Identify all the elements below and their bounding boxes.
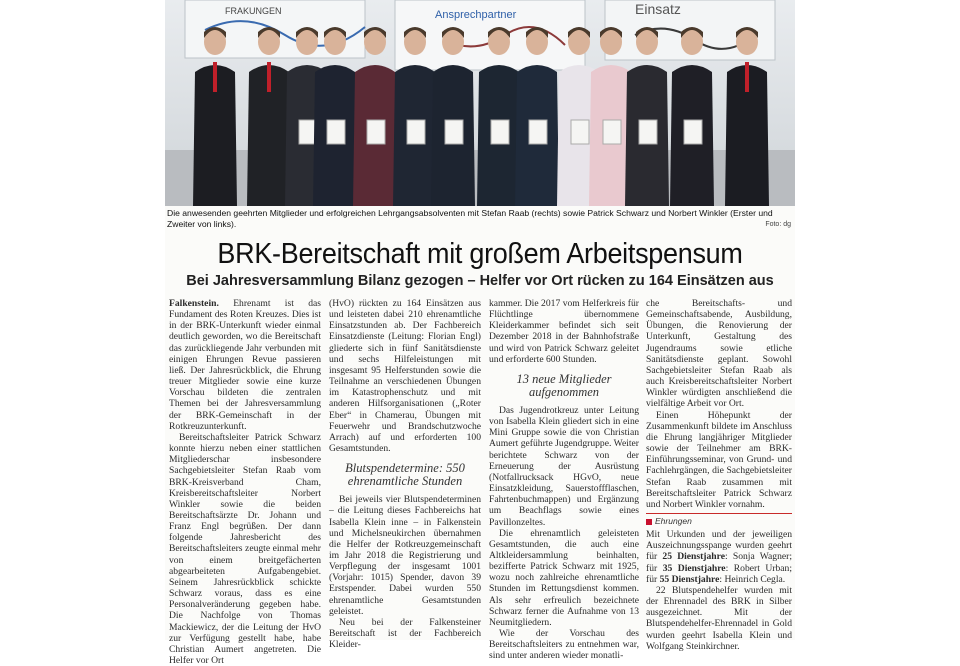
photo-caption: Die anwesenden geehrten Mitglieder und erfolgreichen Lehrgangsabsolventen mit Stefan Raab (rechts) sowie Patrick Schwarz und Norbert Winkler (Erster und Zweiter von links). <box>167 208 773 229</box>
paragraph: Neu bei der Falkensteiner Bereitschaft ist der Fachbereich Kleider- <box>329 616 481 651</box>
column-3 <box>489 298 639 662</box>
intertitle: 13 neue Mitglieder aufgenommen <box>516 371 612 399</box>
paragraph: Bei jeweils vier Blutspendeterminen – die Leitung dieses Fachbereichs hat Isabella Klein inne – in Falkenstein und Michelsneukirchen übernahmen die Helfer der Rotkreuzgemeinschaft im Jahr 2018 die Registrierung und Verpflegung der insgesamt 1001 (Vorjahr: 1015) Spender, davon 39 Erstspender. Dabei wurden 550 ehrenamtliche Gesamtstunden geleistet. <box>329 494 481 617</box>
paragraph-honors: Mit Urkunden und der jeweiligen Auszeichnungsspange wurden geehrt für 25 Dienstjahre: Sonja Wagner; für 35 Dienstjahre: Robert Urban; für 55 Dienstjahre: Heinrich Cegla. <box>646 529 792 585</box>
whiteboard-text-1: FRAKUNGEN <box>225 6 282 16</box>
paragraph: Wie der Vorschau des Bereitschaftsleiters zu entnehmen war, sind unter anderen wieder monatli- <box>489 628 639 662</box>
paragraph: Das Jugendrotkreuz unter Leitung von Isabella Klein gliedert sich in eine Mini Gruppe sowie die von Christian Aumert geführte Jugendgruppe. Weiter berichtete Schwarz von der Erneuerung der Ausrüstung (Notfallrucksack HGvO, neue Einsatzkleidung, Sauerstoffflaschen, Fahrtenbuchmappen) und Ergänzung um Beachflags sowie eines Pavillonzeltes. <box>489 404 639 528</box>
paragraph: Bereitschaftsleiter Patrick Schwarz konnte hierzu neben einer stattlichen Mitgliederschar insbesondere Sachgebietsleiter Stefan Raab vom BRK-Kreisverband Cham, Kreisbereitschaftsleiter Norbert Winkler sowie die beiden Bereitschaftsärzte Dr. Johann und Franz Engl begrüßen. Der dann folgende Jahresbericht des Bereitschaftsleiters zeugte einmal mehr von einem breitgefächerten abgearbeiteten Aufgabengebiet. Seinem Jahresrückblick schickte Schwarz voraus, dass es eine Personalveränderung gegeben habe. Die Nachfolge von Thomas Mackiewicz, der die Leitung der HvO zur Verfügung gestellt habe, habe Christian Aumert angetreten. Die Helfer vor Ort <box>169 431 321 666</box>
paragraph: Die ehrenamtlich geleisteten Gesamtstunden, die auch eine Altkleidersammlung beinhalten, bezifferte Patrick Schwarz mit 1925, wozu noch zahlreiche ehrenamtliche Stunden im Rettungsdienst kommen. Als sehr erfreulich bezeichnete Schwarz ferner die Aufnahme von 13 Neumitgliedern. <box>489 527 639 628</box>
intertitle: Blutspendetermine: 550 ehrenamtliche Stunden <box>345 461 465 489</box>
column-1 <box>169 298 321 666</box>
column-4 <box>646 298 792 652</box>
paragraph: Ehrenamt ist das Fundament des Roten Kreuzes. Dies ist in der BRK-Unterkunft wieder einmal deutlich geworden, wo die Bereitschaft das zurückliegende Jahr verbunden mit einigen Ehrungen Revue passieren ließ. Der Jahresrückblick, die Ehrung treuer Mitglieder sowie eine kurze Vorschau bildeten die zentralen Themen bei der Jahresversammlung der BRK-Gemeinschaft in der Rotkreuzunterkunft. <box>169 298 321 432</box>
paragraph: Einen Höhepunkt der Zusammenkunft bildete im Anschluss die Ehrung langjähriger Mitglieder sowie der Teilnehmer am BRK-Einführungsseminar, von Grund- und Fachlehrgängen, die Sachgebietsleiter Stefan Raab zusammen mit Bereitschaftsleiter Patrick Schwarz und Norbert Winkler vornahm. <box>646 409 792 510</box>
column-2 <box>329 298 481 650</box>
section-tag <box>646 513 792 527</box>
newspaper-page <box>165 0 795 666</box>
paragraph: che Bereitschafts- und Gemeinschaftsabende, Ausbildung, Übungen, die Renovierung der Unterkunft, Gestaltung des Jugendraums sowie etliche Sanitätsdienste geplant. Sowohl Sachgebietsleiter Stefan Raab als auch Kreisbereitschaftsleiter Norbert Winkler würdigten anschließend die vielfältige Arbeit vor Ort. <box>646 298 792 410</box>
paragraph: (HvO) rückten zu 164 Einsätzen aus und leisteten dabei 210 ehrenamtliche Einsatzstunden ab. Der Fachbereich Einsatzdienste (Leitung: Florian Engl) gliederte sich in fünf Sanitätsdienste und sechs Hilfeleistungen mit insgesamt 95 Helferstunden sowie die Teilnahme an verschiedenen Übungen im Katastrophenschutz und mit anderen Hilfsorganisationen („Roter Eber“ in Chamerau, Übungen mit Feuerwehr und Brandschutzwoche Arrach) auf und erforderten 100 Gesamtstunden. <box>329 298 481 455</box>
section-tag-label: Ehrungen <box>655 515 692 526</box>
whiteboard-text-3: Einsatz <box>635 1 681 17</box>
dateline: Falkenstein. <box>169 298 219 309</box>
headline: BRK-Bereitschaft mit großem Arbeitspensum <box>217 238 743 270</box>
whiteboard-text-2: Ansprechpartner <box>435 9 517 21</box>
group-photo <box>165 0 795 206</box>
subheadline: Bei Jahresversammlung Bilanz gezogen – Helfer vor Ort rücken zu 164 Einsätzen aus <box>186 273 774 289</box>
paragraph: 22 Blutspendehelfer wurden mit der Ehrennadel des BRK in Silber ausgezeichnet. Mit der Blutspendehelfer-Ehrennadel in Gold wurden geehrt Isabella Klein und Wolfgang Steinkirchner. <box>646 584 792 652</box>
red-square-icon <box>646 519 652 525</box>
paragraph: kammer. Die 2017 vom Helferkreis für Flüchtlinge übernommene Kleiderkammer befindet sich seit Dezember 2018 in der Bahnhofstraße und wird von Patrick Schwarz geleitet und erforderte 600 Stunden. <box>489 298 639 365</box>
photo-credit: Foto: dg <box>765 221 791 228</box>
